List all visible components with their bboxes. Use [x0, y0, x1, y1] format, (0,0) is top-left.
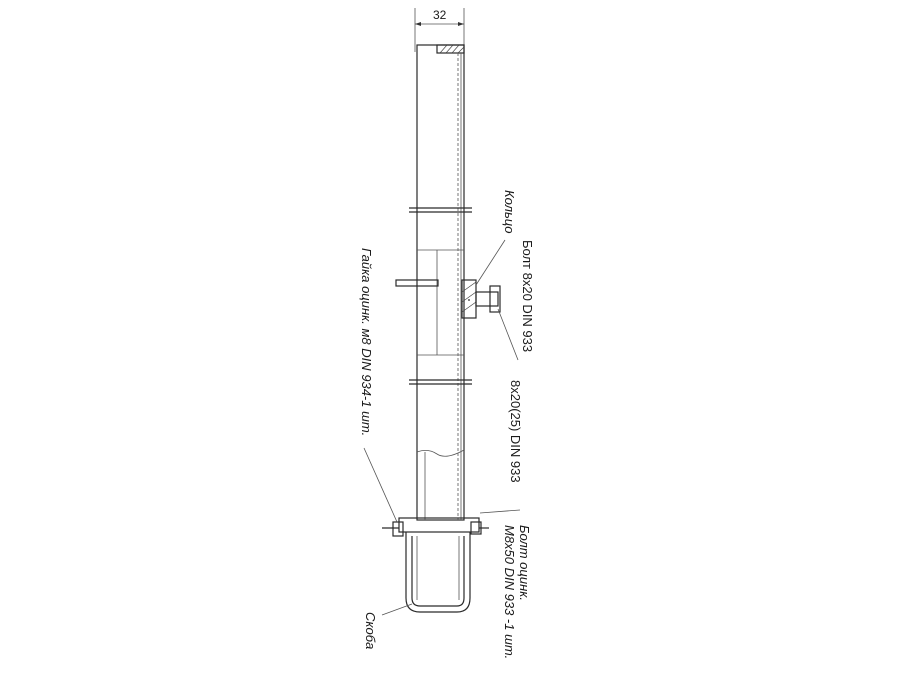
label-bolt-top: Болт 8х20 DIN 933 — [520, 240, 535, 353]
label-ring: Кольцо — [502, 190, 517, 234]
bolt-assembly — [462, 280, 500, 318]
label-nut: Гайка оцинк. м8 DIN 934-1 шт. — [359, 248, 374, 437]
label-bracket: Скоба — [363, 612, 378, 650]
label-bolt-bottom-line2: М8х50 DIN 933 -1 шт. — [502, 525, 517, 660]
leader-lines — [364, 240, 520, 615]
label-bolt-bottom-line1: Болт оцинк. — [517, 525, 532, 601]
bottom-clamp — [382, 518, 489, 612]
label-bolt-mid: 8х20(25) DIN 933 — [508, 380, 523, 483]
dimension-32: 32 — [433, 8, 447, 22]
